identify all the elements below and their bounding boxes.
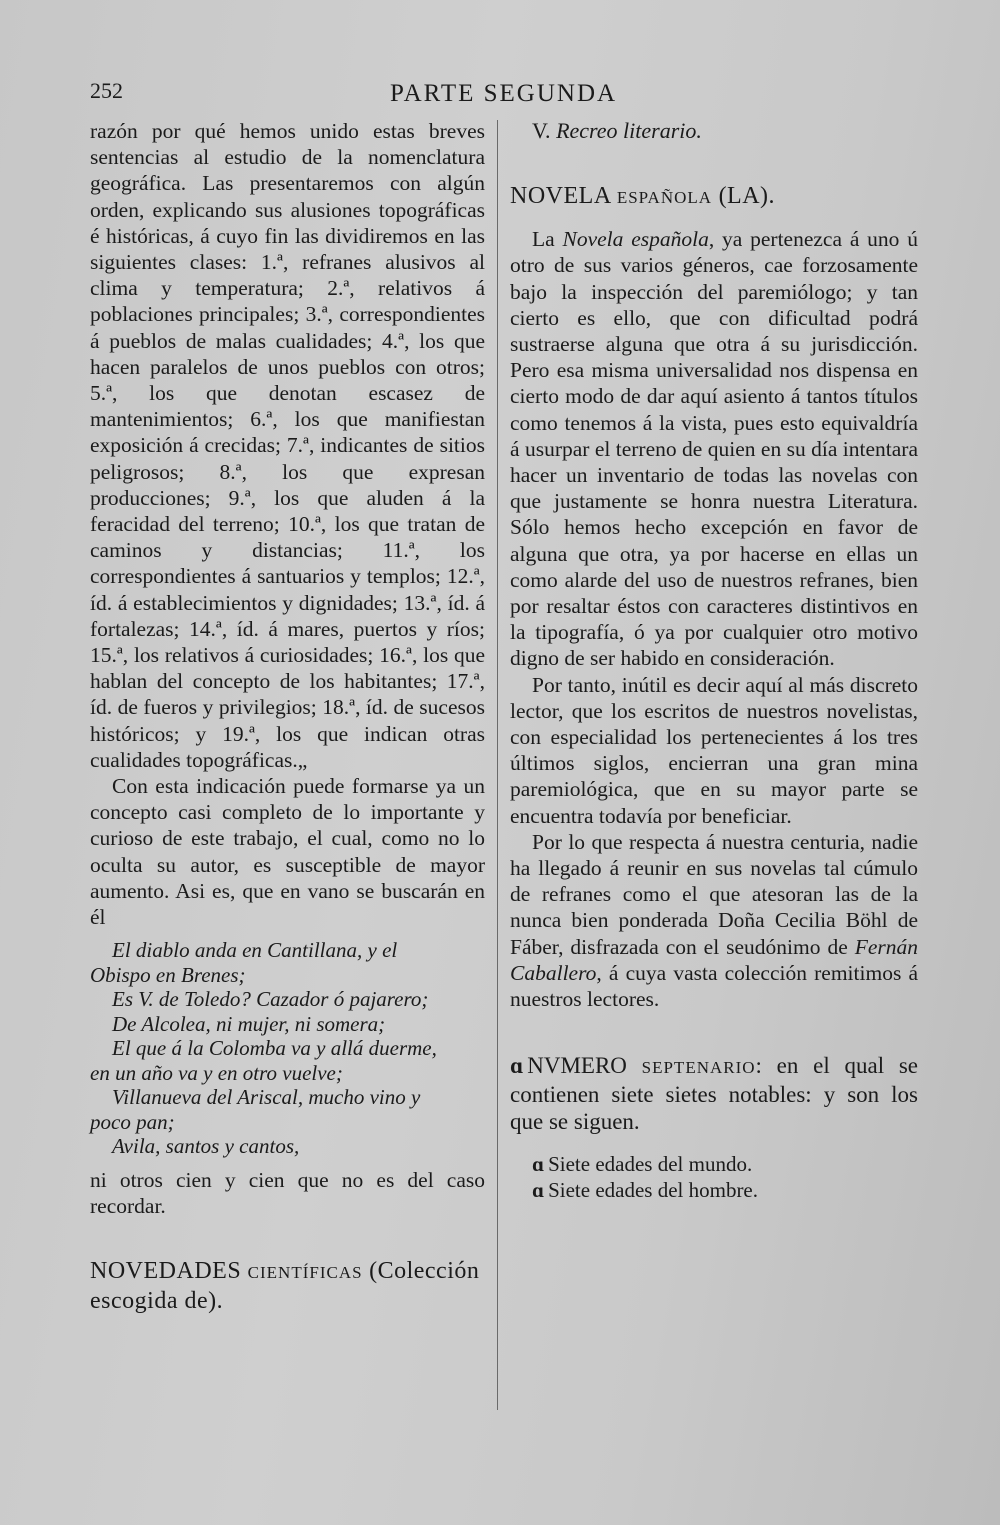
verse-line: Avila, santos y cantos, (112, 1134, 300, 1159)
verse-line: Obispo en Brenes; (90, 962, 246, 987)
pilcrow-mark: ɑ (532, 1152, 545, 1177)
entry-heading-main: NVMERO (527, 1053, 627, 1079)
verse-line: poco pan; (90, 1109, 175, 1134)
column-divider (497, 120, 498, 1410)
recreo-title: Recreo literario. (556, 118, 702, 143)
pilcrow-mark: ɑ (532, 1178, 545, 1203)
list-item-text: Siete edades del hombre. (548, 1178, 759, 1203)
recreo-reference (510, 118, 918, 144)
entry-heading-smallcaps: ESPAÑOLA (616, 188, 713, 208)
left-paragraph-1: razón por qué hemos unido estas breves sentencias al estudio de la nomenclatura geográfica. Las presentaremos con algún orden, explicando sus alusiones topográficas é históricas, á cuyo fin las dividiremos en las siguientes clases: 1.ª, refranes alusivos al clima y temperatura; 2.ª, relativos á poblaciones principales; 3.ª, correspondientes á pueblos de malas cualidades; 4.ª, los que hacen paralelos de unos pueblos con otros; 5.ª, los que denotan escasez de mantenimientos; 6.ª, los que manifiestan exposición á crecidas; 7.ª, indicantes de sitios peligrosos; 8.ª, los que expresan producciones; 9.ª, los que aluden á la feracidad del terreno; 10.ª, los que tratan de caminos y distancias; 11.ª, los correspondientes á santuarios y templos; 12.ª, íd. á establecimientos y dignidades; 13.ª, íd. á fortalezas; 14.ª, íd. á mares, puertos y ríos; 15.ª, los relativos á curiosidades; 16.ª, los que hablan del concepto de los habitantes; 17.ª, íd. de fueros y privilegios; 18.ª, íd. de sucesos históricos; y 19.ª, los que indican otras cualidades topográficas.„ (90, 119, 485, 772)
pilcrow-mark: ɑ (510, 1053, 524, 1079)
entry-heading-smallcaps: SEPTENARIO (641, 1058, 756, 1078)
list-item-text: Siete edades del mundo. (548, 1152, 753, 1177)
entry-heading-rest: : en el qual se contienen siete sietes notables: y son los que se siguen. (510, 1053, 918, 1135)
entry-heading-rest: (Colección escogida de). (90, 1258, 480, 1315)
entry-heading-rest: (LA). (718, 183, 776, 210)
verse-line: Villanueva del Ariscal, mucho vino y (112, 1085, 421, 1110)
verse-line: Es V. de Toledo? Cazador ó pajarero; (112, 987, 429, 1012)
list-item (510, 1177, 918, 1203)
para-italic-pseudonym: Fernán Caballero (510, 934, 918, 985)
right-paragraph-1 (510, 226, 918, 671)
recreo-number: V. (532, 118, 551, 143)
para-italic-title: Novela española (562, 227, 709, 252)
left-paragraph-3: ni otros cien y cien que no es del caso recordar. (90, 1167, 485, 1218)
entry-numero-septenario (510, 1052, 918, 1135)
page-number: 252 (90, 78, 123, 103)
running-title: PARTE SEGUNDA (390, 80, 618, 107)
verse-line: en un año va y en otro vuelve; (90, 1060, 343, 1085)
right-column (510, 118, 918, 1203)
para-lead: Por lo que respecta á nuestra centuria, nadie ha llegado á reunir en sus novelas tal cúmulo de refranes como el que atesoran las de la nunca bien ponderada Doña Cecilia Böhl de Fáber, disfrazada con el seudónimo de (510, 829, 918, 959)
entry-heading-novela (510, 182, 918, 212)
entry-heading-main: NOVEDADES (90, 1258, 242, 1285)
entry-heading-smallcaps: CIENTÍFICAS (247, 1263, 363, 1283)
entry-heading-novedades (90, 1257, 485, 1315)
para-lead: La (532, 227, 555, 252)
para-rest: , á cuya vasta colección remitimos á nuestros lectores. (510, 960, 918, 1012)
para-rest: , ya pertenezca á uno ú otro de sus varios géneros, cae forzosamente bajo la inspección del paremiólogo; y tan cierto es ello, que con dificultad podrá sustraerse alguna que otra á su jurisdicción. Pero esa misma universalidad nos dispensa en cierto modo de dar aquí asiento á tantos títulos como tenemos á la vista, pues esto equivaldría á usurpar el terreno de quien en su día intentara hacer un inventario de todas las novelas con que justamente se honra nuestra Literatura. Sólo hemos hecho excepción en favor de alguna que otra, ya por hacerse en ellas un como alarde del uso de nuestros refranes, bien por resaltar éstos con caracteres distintivos en la tipografía, ó ya por cualquier otro motivo digno de ser habido en consideración. (510, 227, 918, 671)
left-column (90, 118, 485, 1315)
verse-line: El diablo anda en Cantillana, y el (112, 938, 398, 963)
septenario-items (510, 1151, 918, 1203)
right-paragraph-3 (510, 829, 918, 1012)
right-paragraph-2: Por tanto, inútil es decir aquí al más discreto lector, que los escritos de nuestros novelistas, con especialidad los pertenecientes á los tres últimos siglos, encierran una gran mina paremiológica, que en su mayor parte se encuentra todavía por beneficiar. (510, 672, 918, 828)
verse-line: De Alcolea, ni mujer, ni somera; (112, 1011, 386, 1036)
running-head (90, 78, 910, 112)
entry-heading-main: NOVELA (510, 183, 611, 210)
refran-verses (90, 938, 485, 1159)
verse-line: El que á la Colomba va y allá duerme, (112, 1036, 437, 1061)
list-item (510, 1151, 918, 1177)
left-paragraph-2: Con esta indicación puede formarse ya un concepto casi completo de lo importante y curioso de este trabajo, el cual, como no lo oculta su autor, es susceptible de mayor aumento. Asi es, que en vano se buscarán en él (90, 774, 485, 930)
